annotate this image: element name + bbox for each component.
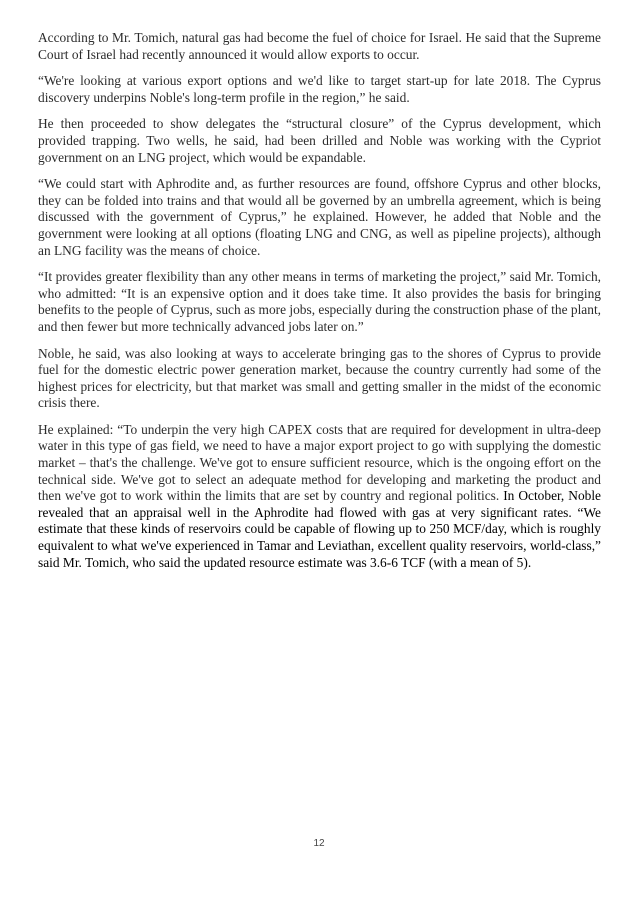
paragraph-appraisal-text: In October, Noble revealed that an appraisal well in the Aphrodite had flowed with gas at very significant rates. “We estimate that these kinds of reservoirs could be capable of flowing up to 250 MCF/day, which is roughly equivalent to what we've experienced in Tamar and Leviathan, excellent quality reservoirs, world-class,” said Mr. Tomich, who said the updated resource estimate was 3.6-6 TCF (with a mean of 5). [38,488,601,570]
paragraph-capex-text: He explained: “To underpin the very high CAPEX costs that are required for development in ultra-deep water in this type of gas field, we need to have a major export project to go with supplying the domestic market – that's the challenge. We've got to ensure sufficient resource, which is the ongoing effort on the technical side. We've got to select an adequate method for developing and marketing the product and then we've got to work within the limits that are set by country and regional politics. [38,421,601,504]
paragraph-domestic-market: Noble, he said, was also looking at ways to accelerate bringing gas to the shores of Cyprus to provide fuel for the domestic electric power generation market, because the country currently had some of the highest prices for electricity, but that market was small and getting smaller in the midst of the economic crisis there. [38,345,601,411]
paragraph-export-fuel-choice: According to Mr. Tomich, natural gas had become the fuel of choice for Israel. He said that the Supreme Court of Israel had recently announced it would allow exports to occur. [38,30,601,62]
paragraph-structural-closure: He then proceeded to show delegates the “structural closure” of the Cyprus development, which provided trapping. Two wells, he said, had been drilled and Noble was working with the Cypriot government on an LNG project, which would be expandable. [38,116,601,165]
paragraph-capex-and-appraisal [38,422,601,571]
page-number: 12 [313,838,325,849]
document-page [38,30,601,571]
paragraph-aphrodite-trains: “We could start with Aphrodite and, as further resources are found, offshore Cyprus and other blocks, they can be folded into trains and that would all be governed by an umbrella agreement, which is being discussed with the government of Cyprus,” he explained. However, he added that Noble and the government were looking at all options (floating LNG and CNG, as well as pipeline projects), although an LNG facility was the means of choice. [38,176,601,258]
paragraph-flexibility: “It provides greater flexibility than any other means in terms of marketing the project,” said Mr. Tomich, who admitted: “It is an expensive option and it does take time. It also provides the basis for bringing benefits to the people of Cyprus, such as more jobs, especially during the construction phase of the plant, and then fewer but more technically advanced jobs later on.” [38,269,602,334]
paragraph-startup-target: “We're looking at various export options and we'd like to target start-up for late 2018. The Cyprus discovery underpins Noble's long-term profile in the region,” he said. [38,73,601,105]
